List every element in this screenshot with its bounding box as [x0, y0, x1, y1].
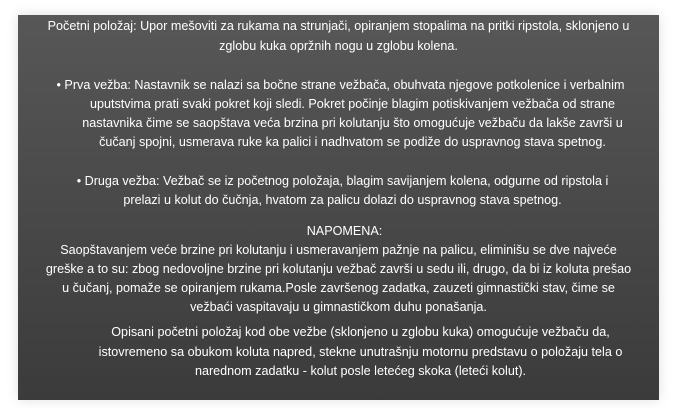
bullet1-line: uputstvima prati svaki pokret koji sledi. Pokret počinje blagim potiskivanjem vežbača od strane [90, 97, 615, 111]
note-heading: NAPOMENA: [306, 224, 383, 238]
bullet1-line: čučanj spojni, usmerava ruke ka palici i nadhvatom se podiže do uspravnog stava spetnog. [99, 135, 606, 149]
note-line: greške a to su: zbog nedovoljne brzine pri kolutanju vežbač završi u sedu ili, drugo, da bi iz koluta prešao [45, 262, 632, 276]
bullet1-line: • Prva vežba: Nastavnik se nalazi sa bočne strane vežbača, obuhvata njegove potkolenice i verbalnim [56, 78, 625, 92]
text-panel [18, 15, 659, 400]
closing-line: istovremeno sa obukom koluta napred, stekne unutrašnju motornu predstavu o položaju tela o [98, 345, 623, 359]
note-line: Saopštavanjem veće brzine pri kolutanju i usmeravanjem pažnje na palicu, eliminišu se dve najveće [60, 243, 617, 257]
closing-line: narednom zadatku - kolut posle letećeg skoka (leteći kolut). [194, 364, 527, 378]
closing-line: Opisani početni položaj kod obe vežbe (sklonjeno u zglobu kuka) omogućuje vežbaču da, [111, 325, 610, 339]
bullet2-line: prelazi u kolut do čučnja, hvatom za palicu dolazi do uspravnog stava spetnog. [123, 193, 562, 207]
note-line: u čučanj, pomaže se opiranjem rukama.Posle završenog zadatka, zauzeti gimnastički stav, čime se [62, 281, 615, 295]
bullet2-line: • Druga vežba: Vežbač se iz početnog položaja, blagim savijanjem kolena, odgurne od ripstola i [76, 174, 609, 188]
note-line: vežbaći vaspitavaju u gimnastičkom duhu ponašanja. [190, 300, 487, 314]
bullet1-line: nastavnika čime se saopštava veća brzina pri kolutanju što omogućuje vežbaču da lakše završi u [82, 116, 623, 130]
intro-line: zglobu kuka opržnih nogu u zglobu kolena. [219, 39, 458, 53]
intro-line: Početni položaj: Upor mešoviti za rukama na strunjači, opiranjem stopalima na pritki ripstola, sklonjeno u [47, 19, 630, 33]
